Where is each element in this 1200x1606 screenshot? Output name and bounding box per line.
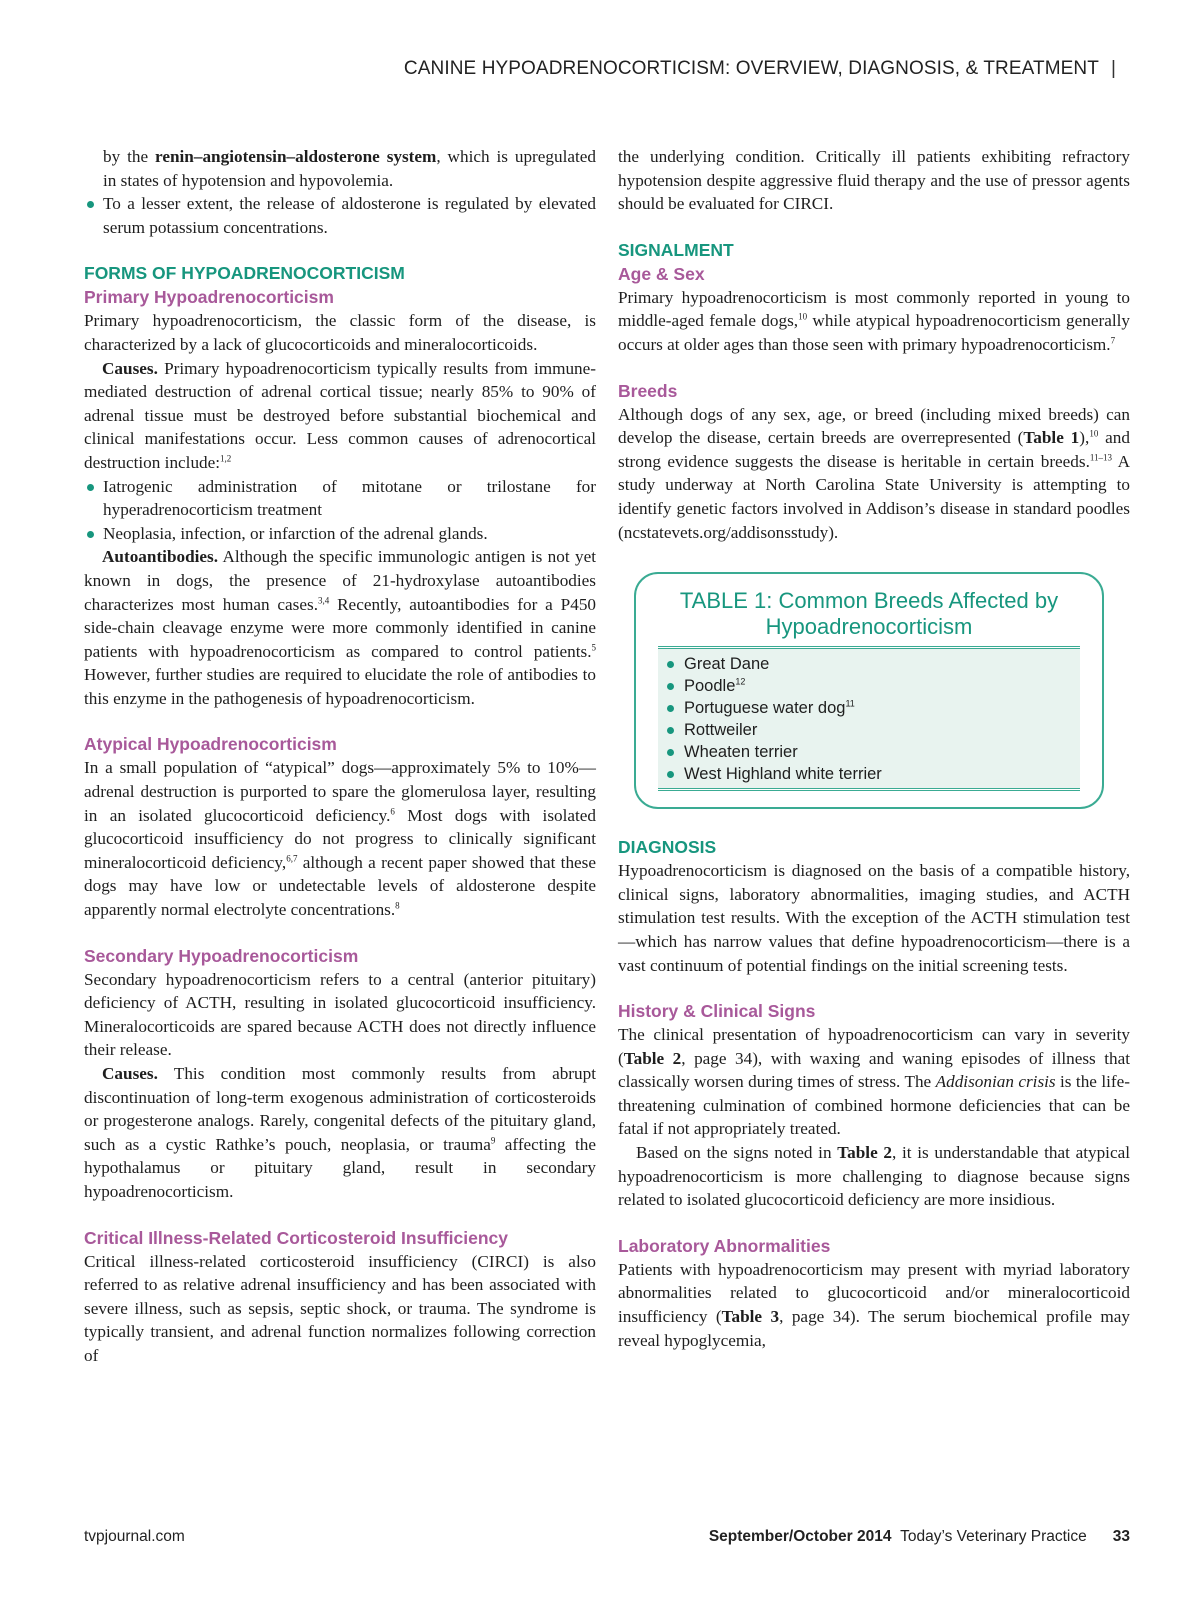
- table-1-breed-list: [658, 649, 1080, 788]
- footer-website: tvpjournal.com: [84, 1528, 185, 1545]
- subheading-secondary: Secondary Hypoadrenocorticism: [84, 945, 359, 966]
- autoantibodies-paragraph: Autoantibodies. Although the specific immunologic antigen is not yet known in dogs, the presence of 21-hydroxylase autoantibodies characterizes most human cases.$^{3,4}$ Recently, autoantibodies for a P450 side-chain cleavage enzyme were more commonly identified in canine patients with hypoadrenocorticism as compared to control patients.$^5$ However, further studies are required to elucidate the role of antibodies to this enzyme in the pathogenesis of hypoadrenocorticism.: [84, 547, 597, 708]
- subheading-breeds: Breeds: [618, 380, 678, 401]
- history-paragraph-2: Based on the signs noted in Table 2, it is understandable that atypical hypoadrenocorticism is more challenging to diagnose because signs related to isolated glucocorticoid deficiency are more insidious.: [618, 1143, 1130, 1210]
- footer-issue: [709, 1528, 1130, 1546]
- table-1-breed-item: Poodle$^{12}$: [658, 675, 1080, 697]
- table-1-breed-item: West Highland white terrier: [658, 763, 1080, 785]
- running-header: [404, 58, 1116, 80]
- age-sex-paragraph: Primary hypoadrenocorticism is most commonly reported in young to middle-aged female dogs,$^{10}$ while atypical hypoadrenocorticism generally occurs at older ages than those seen with primary hypoadrenocorticism.$^7$: [618, 287, 1130, 354]
- secondary-causes-paragraph: Causes. This condition most commonly results from abrupt discontinuation of long-term exogenous administration of corticosteroids or progesterone analogs. Rarely, congenital defects of the pituitary gland, such as a cystic Rathke’s pouch, neoplasia, or trauma$^9$ affecting the hypothalamus or pituitary gland, result in secondary hypoadrenocorticism.: [84, 1064, 596, 1201]
- section-heading-forms: FORMS OF HYPOADRENOCORTICISM: [84, 263, 405, 284]
- subheading-primary: Primary Hypoadrenocorticism: [84, 287, 334, 308]
- left-column: [84, 145, 596, 1368]
- primary-causes-list: [84, 475, 596, 546]
- primary-causes-paragraph: Causes. Primary hypoadrenocorticism typically results from immune-mediated destruction of adrenal cortical tissue; nearly 85% to 90% of adrenal tissue must be destroyed before substantial biochemical and clinical manifestations occur. Less common causes of adrenocortical destruction include:$^{1,2}$: [84, 358, 596, 472]
- lab-paragraph: Patients with hypoadrenocorticism may present with myriad laboratory abnormalities related to glucocorticoid and/or mineralocorticoid insufficiency (Table 3, page 34). The serum biochemical profile may reveal hypoglycemia,: [618, 1259, 1131, 1350]
- list-item: To a lesser extent, the release of aldosterone is regulated by elevated serum potassium concentrations.: [84, 192, 596, 239]
- table-1-breed-item: Portuguese water dog$^{11}$: [658, 697, 1080, 719]
- footer-journal: Today’s Veterinary Practice: [900, 1528, 1087, 1545]
- secondary-paragraph: Secondary hypoadrenocorticism refers to a central (anterior pituitary) deficiency of ACTH, resulting in isolated glucocorticoid insufficiency. Mineralocorticoids are spared because ACTH does not directly influence their release.: [84, 969, 596, 1060]
- subheading-history: History & Clinical Signs: [618, 1001, 816, 1022]
- footer-date: September/October 2014: [708, 1528, 892, 1545]
- list-item: Neoplasia, infection, or infarction of the adrenal glands.: [84, 522, 596, 546]
- running-title: CANINE HYPOADRENOCORTICISM: OVERVIEW, DIAGNOSIS, & TREATMENT: [403, 58, 1099, 79]
- subheading-atypical: Atypical Hypoadrenocorticism: [84, 734, 337, 755]
- subheading-circi: Critical Illness-Related Corticosteroid Insufficiency: [84, 1227, 508, 1248]
- primary-paragraph: Primary hypoadrenocorticism, the classic form of the disease, is characterized by a lack of glucocorticoids and mineralocorticoids.: [84, 311, 596, 354]
- page-number: 33: [1112, 1528, 1130, 1545]
- subheading-age-sex: Age & Sex: [618, 263, 705, 284]
- section-heading-signalment: SIGNALMENT: [618, 239, 734, 260]
- atypical-paragraph: In a small population of “atypical” dogs—approximately 5% to 10%—adrenal destruction is purported to spare the glomerulosa layer, resulting in an isolated glucocorticoid deficiency.$^6$ Most dogs with isolated glucocorticoid insufficiency do not progress to clinically significant mineralocorticoid deficiency,$^{6,7}$ although a recent paper showed that these dogs may have low or undetectable levels of aldosterone despite apparently normal electrolyte concentrations.$^8$: [84, 758, 596, 920]
- circi-paragraph: Critical illness-related corticosteroid insufficiency (CIRCI) is also referred to as relative adrenal insufficiency and has been associated with severe illness, such as sepsis, septic shock, or trauma. The syndrome is typically transient, and adrenal function normalizes following correction of: [84, 1251, 596, 1365]
- intro-paragraph: by the renin–angiotensin–aldosterone system, which is upregulated in states of hypotension and hypovolemia.: [103, 147, 596, 190]
- table-1-bottom-rule: [658, 788, 1080, 791]
- circi-continuation-paragraph: the underlying condition. Critically ill patients exhibiting refractory hypotension despite aggressive fluid therapy and the use of pressor agents should be evaluated for CIRCI.: [618, 147, 1130, 214]
- subheading-lab: Laboratory Abnormalities: [618, 1235, 831, 1256]
- history-paragraph: The clinical presentation of hypoadrenocorticism can vary in severity (Table 2, page 34), with waxing and waning episodes of illness that classically worsen during times of stress. The Addisonian crisis is the life-threatening culmination of combined hormone deficiencies that can be fatal if not appropriately treated.: [618, 1025, 1130, 1139]
- list-item: Iatrogenic administration of mitotane or trilostane for hyperadrenocorticism treatment: [84, 475, 596, 522]
- intro-bullet-list: [84, 192, 596, 239]
- section-heading-diagnosis: DIAGNOSIS: [618, 837, 717, 858]
- table-1-title: TABLE 1: Common Breeds Affected by Hypoadrenocorticism: [679, 588, 1059, 640]
- diagnosis-paragraph: Hypoadrenocorticism is diagnosed on the basis of a compatible history, clinical signs, laboratory abnormalities, imaging studies, and ACTH stimulation test results. With the exception of the ACTH stimulation test—which has narrow values that define hypoadrenocorticism—there is a vast continuum of potential findings on the initial screening tests.: [618, 861, 1130, 975]
- right-column: [618, 145, 1130, 1352]
- table-1-breed-item: Great Dane: [658, 653, 1080, 675]
- header-separator: |: [1110, 58, 1116, 79]
- table-1-breed-item: Rottweiler: [658, 719, 1080, 741]
- table-1-breed-item: Wheaten terrier: [658, 741, 1080, 763]
- table-1-box: [634, 572, 1104, 809]
- breeds-paragraph: Although dogs of any sex, age, or breed (including mixed breeds) can develop the disease, certain breeds are overrepresented (Table 1),$^{10}$ and strong evidence suggests the disease is heritable in certain breeds.$^{11-13}$ A study underway at North Carolina State University is attempting to identify genetic factors involved in Addison’s disease in standard poodles (ncstatevets.org/addisonsstudy).: [618, 404, 1130, 542]
